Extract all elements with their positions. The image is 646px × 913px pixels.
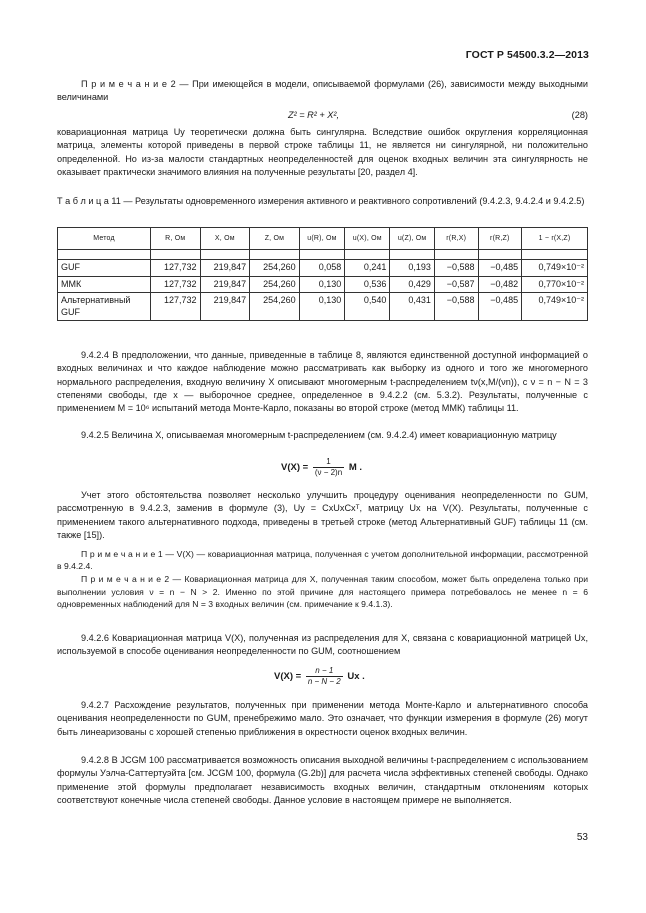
table-cell: −0,588	[434, 260, 478, 277]
table-cell: −0,485	[478, 293, 522, 321]
table-cell: 127,732	[151, 276, 201, 293]
table-header-cell: X, Ом	[200, 228, 250, 250]
table-header-cell: r(R,Z)	[478, 228, 522, 250]
table-cell: 0,540	[345, 293, 390, 321]
table-header-cell: Метод	[58, 228, 151, 250]
paragraph-9-4-2-8: 9.4.2.8 В JCGM 100 рассматривается возможность описания выходной величины t-распределением с использованием формулы Уэлча-Саттертуэйта [см. JCGM 100, формула (G.2b)] для расчета числа эффективных степеней свободы. Однако применение этой формулы предполагает независимость входных величин, стандартным отклонениям которых соответствуют конечные числа степеней свободы. Данное условие в настоящем примере не выполняется.	[57, 755, 588, 805]
table-cell: 0,429	[390, 276, 435, 293]
note-2-lead: П р и м е ч а н и е 2	[81, 574, 170, 584]
fraction-numerator: n − 1	[306, 666, 343, 677]
equation-fraction	[306, 666, 343, 687]
fraction-denominator: (ν − 2)n	[314, 468, 343, 477]
paragraph-9-4-2-6: 9.4.2.6 Ковариационная матрица V(X), полученная из распределения для X, связана с ковариационной матрицей Ux, используемой в способе оценивания неопределенности по GUM, соотношением	[57, 633, 588, 657]
paragraph-9-4-2-7: 9.4.2.7 Расхождение результатов, полученных при применении метода Монте-Карло и альтернативного способа оценивания неопределенности по GUM, пренебрежимо мало. Это означает, что функции измерения в формуле (26) могут быть линеаризованы с хорошей степенью приближения в окрестности оценок входных величин.	[57, 700, 588, 737]
table-row	[58, 293, 588, 321]
results-table	[57, 227, 588, 321]
table-cell: −0,587	[434, 276, 478, 293]
note-2-text: — Ковариационная матрица для X, полученная таким способом, может быть определена только при выполнении условия ν = n − N > 2. Именно по этой причине для настоящего примера потребовалось не менее n = 6 одновременных наблюдений для N = 3 входных величин (см. примечание к 9.4.1.3).	[57, 574, 588, 609]
note-1-lead: П р и м е ч а н и е 1	[81, 549, 163, 559]
table-cell: GUF	[58, 260, 151, 277]
table-header-cell: 1 − r(X,Z)	[522, 228, 588, 250]
equation-rhs: Ux .	[347, 671, 365, 683]
table-cell: 0,058	[299, 260, 345, 277]
equation-lhs: V(X) =	[274, 671, 302, 683]
fraction-numerator: 1	[313, 457, 344, 468]
table-cell: 0,536	[345, 276, 390, 293]
table-cell: 0,749×10⁻²	[522, 293, 588, 321]
table-row	[58, 260, 588, 277]
paragraph-9-4-2-5: 9.4.2.5 Величина X, описываемая многомерным t-распределением (см. 9.4.2.4) имеет ковариационную матрицу	[81, 430, 557, 440]
table-header-cell: R, Ом	[151, 228, 201, 250]
note-2-top	[57, 78, 588, 105]
table-header-cell: r(R,X)	[434, 228, 478, 250]
table-cell: 0,749×10⁻²	[522, 260, 588, 277]
equation-28-number: (28)	[571, 110, 588, 120]
table-header-cell: u(R), Ом	[299, 228, 345, 250]
table-cell: 0,241	[345, 260, 390, 277]
table-cell: 127,732	[151, 260, 201, 277]
table-cell: 0,431	[390, 293, 435, 321]
note-2	[57, 573, 588, 611]
standard-header: ГОСТ Р 54500.3.2—2013	[465, 49, 589, 61]
equation-fraction	[313, 457, 344, 478]
table-cell: 254,260	[250, 260, 300, 277]
paragraph-9-4-2-4: 9.4.2.4 В предположении, что данные, приведенные в таблице 8, являются единственной доступной информацией о входных величинах и что каждое наблюдение можно рассматривать как выборку из одного и того же многомерного нормального распределения, входную величину X описывают многомерным t-распределением tν(x,M/(νn)), с ν = n − N = 3 степенями свободы, где x — выборочное среднее, определенное в 9.4.2.2 (см. 5.3.2). Результаты, полученные с применением M = 10⁶ испытаний метода Монте-Карло, показаны во второй строке (метод ММК) таблицы 11.	[57, 350, 588, 414]
paragraph-uchet: Учет этого обстоятельства позволяет несколько улучшить процедуру оценивания неопределенности по GUM, рассмотренную в 9.4.2.3, заменив в формуле (3), Uy = CxUxCxᵀ, матрицу Ux на V(X). Результаты, полученные с применением такого альтернативного подхода, приведены в третьей строке (метод Альтернативный GUF) таблицы 11 (см. также [15]).	[57, 490, 588, 540]
fraction-denominator: n − N − 2	[307, 677, 341, 686]
table-caption	[57, 195, 588, 208]
table-caption-lead: Т а б л и ц а 11	[57, 196, 121, 206]
table-header-cell: u(Z), Ом	[390, 228, 435, 250]
table-header-cell: Z, Ом	[250, 228, 300, 250]
page-number: 53	[576, 832, 588, 843]
table-cell: −0,482	[478, 276, 522, 293]
equation-rhs: M .	[348, 462, 363, 474]
table-cell: 219,847	[200, 276, 250, 293]
table-spacer-row	[58, 250, 588, 260]
table-cell: 0,130	[299, 276, 345, 293]
table-cell: 219,847	[200, 260, 250, 277]
table-header-cell: u(X), Ом	[345, 228, 390, 250]
table-cell: ММК	[58, 276, 151, 293]
table-cell: −0,588	[434, 293, 478, 321]
table-cell: 219,847	[200, 293, 250, 321]
table-cell: Альтернативный GUF	[58, 293, 151, 321]
table-cell: −0,485	[478, 260, 522, 277]
table-caption-text: — Результаты одновременного измерения активного и реактивного сопротивлений (9.4.2.3, 9.4.2.4 и 9.4.2.5)	[120, 196, 585, 206]
table-cell: 254,260	[250, 293, 300, 321]
table-row	[58, 276, 588, 293]
equation-lhs: V(X) =	[281, 462, 309, 474]
table-header-row	[58, 228, 588, 250]
table-cell: 0,130	[299, 293, 345, 321]
note-1	[57, 548, 588, 572]
note-2-top-text: — При имеющейся в модели, описываемой формулами (26), зависимости между выходными величинами	[57, 79, 589, 103]
note-2-top-lead: П р и м е ч а н и е 2	[81, 79, 176, 89]
equation-28: Z² = R² + X²,	[288, 110, 340, 120]
paragraph-singular: ковариационная матрица Uy теоретически должна быть сингулярна. Вследствие ошибок округления корреляционная матрица, элементы которой приведены в первой строке таблицы 11, не является ни сингулярной, ни положительно определенной. Но из-за малости стандартных неопределенностей для оценок входных величин эта сингулярность не оказывает практически значимого влияния на полученные результаты [20, раздел 4].	[57, 127, 588, 177]
equation-v-x-1	[281, 457, 362, 478]
table-cell: 254,260	[250, 276, 300, 293]
note-1-text: — V(X) — ковариационная матрица, полученная с учетом дополнительной информации, рассмотренной в 9.4.2.4.	[57, 549, 589, 572]
equation-v-x-2	[274, 666, 365, 687]
table-cell: 127,732	[151, 293, 201, 321]
table-cell: 0,770×10⁻²	[522, 276, 588, 293]
table-cell: 0,193	[390, 260, 435, 277]
